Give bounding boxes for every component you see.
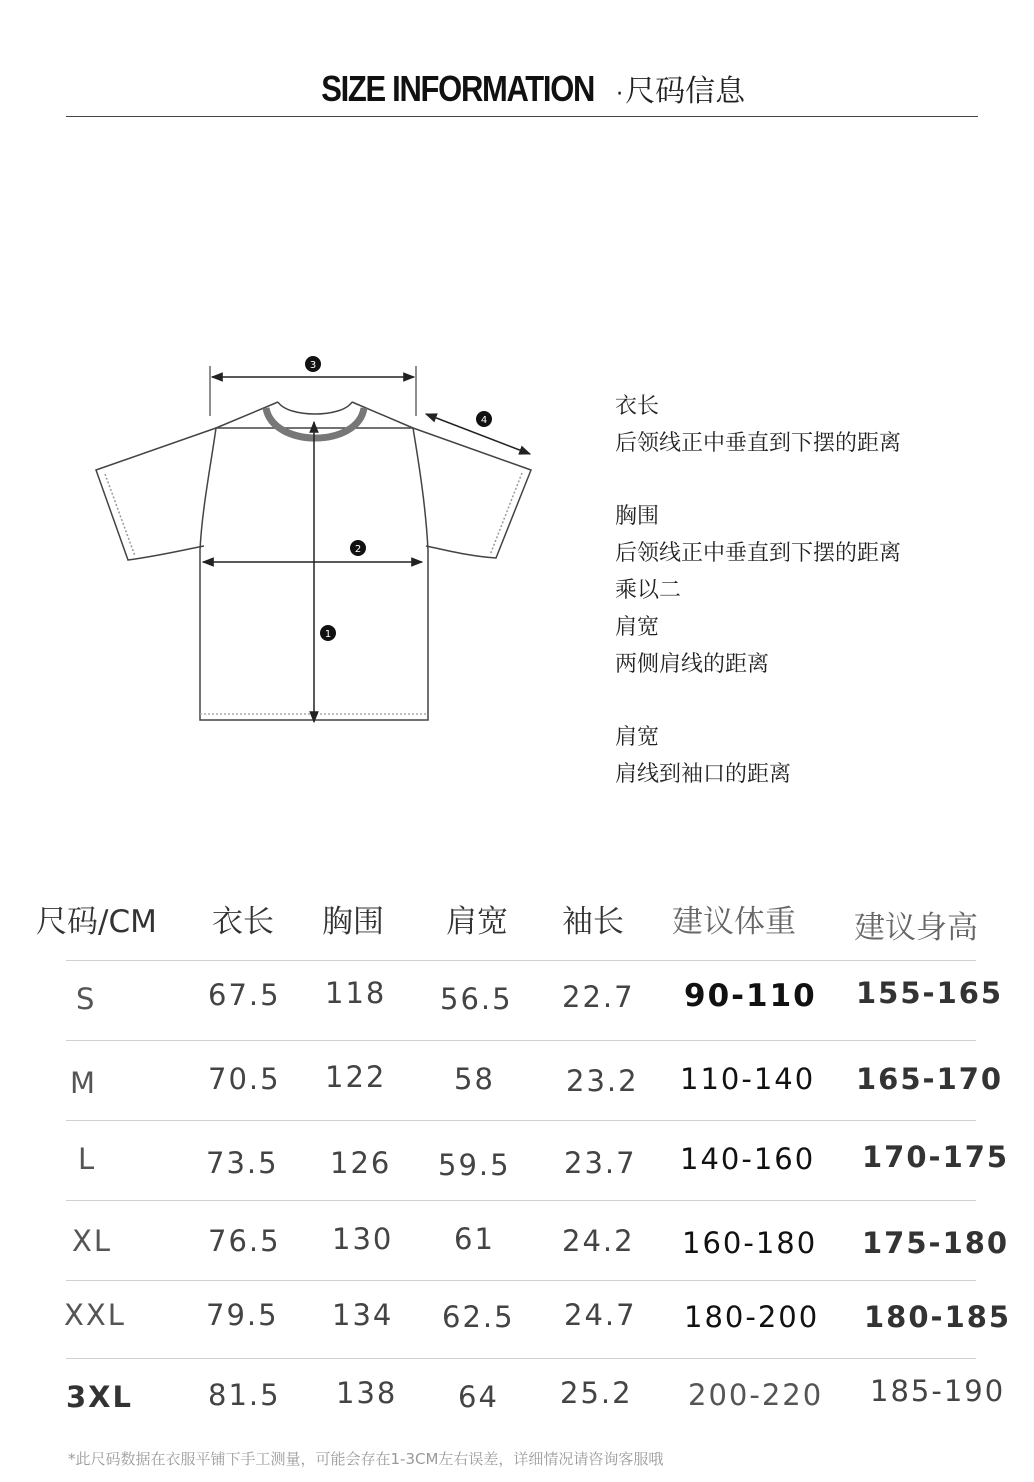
cell-weight: 90-110 — [684, 978, 817, 1014]
cell-weight: 110-140 — [680, 1062, 816, 1096]
table-row — [0, 1200, 1034, 1280]
cell-sleeve: 24.2 — [562, 1224, 635, 1258]
cell-sleeve: 23.7 — [564, 1146, 637, 1180]
header-length: 衣长 — [212, 904, 274, 940]
cell-sleeve: 24.7 — [564, 1298, 637, 1332]
table-row — [0, 1280, 1034, 1360]
desc-sleeve-title: 肩宽 — [615, 725, 660, 750]
cell-size: 3XL — [66, 1380, 134, 1414]
desc-shoulder-title: 肩宽 — [615, 615, 660, 640]
cell-length: 81.5 — [208, 1378, 281, 1412]
cell-size: XXL — [64, 1298, 126, 1332]
cell-chest: 122 — [325, 1060, 387, 1094]
header-height: 建议身高 — [854, 910, 978, 946]
cell-size: L — [78, 1142, 97, 1176]
cell-weight: 180-200 — [684, 1300, 820, 1334]
table-row — [0, 1358, 1034, 1438]
cell-chest: 134 — [332, 1298, 394, 1332]
cell-shoulder: 61 — [454, 1222, 495, 1256]
measurement-descriptions — [615, 388, 1015, 793]
desc-length-text: 后领线正中垂直到下摆的距离 — [615, 431, 902, 456]
cell-height: 180-185 — [864, 1300, 1012, 1334]
desc-chest-text: 后领线正中垂直到下摆的距离 — [615, 541, 902, 566]
cell-length: 67.5 — [208, 978, 281, 1012]
cell-size: XL — [72, 1224, 113, 1258]
table-row — [0, 1120, 1034, 1200]
table-row — [0, 960, 1034, 1040]
desc-shoulder-text: 两侧肩线的距离 — [615, 652, 770, 677]
header-size: 尺码/CM — [36, 904, 157, 940]
cell-height: 155-165 — [856, 976, 1004, 1010]
desc-length-title: 衣长 — [615, 394, 660, 419]
table-header — [0, 890, 1034, 950]
header-shoulder: 肩宽 — [446, 904, 508, 940]
header-chest: 胸围 — [322, 904, 384, 940]
footnote: *此尺码数据在衣服平铺下手工测量，可能会存在1-3CM左右误差，详细情况请咨询客服哦 — [68, 1450, 664, 1468]
table-row — [0, 1040, 1034, 1120]
cell-shoulder: 59.5 — [438, 1148, 511, 1182]
marker-3-label: 3 — [309, 360, 317, 371]
cell-height: 175-180 — [862, 1226, 1010, 1260]
cell-sleeve: 22.7 — [562, 980, 635, 1014]
cell-sleeve: 25.2 — [560, 1376, 633, 1410]
cell-shoulder: 62.5 — [442, 1300, 515, 1334]
title-separator: · — [616, 82, 624, 107]
cell-chest: 138 — [336, 1376, 398, 1410]
desc-chest-title: 胸围 — [615, 504, 660, 529]
cell-weight: 200-220 — [688, 1378, 824, 1412]
cell-shoulder: 58 — [454, 1062, 495, 1096]
cell-length: 70.5 — [208, 1062, 281, 1096]
desc-sleeve-text: 肩线到袖口的距离 — [615, 762, 792, 787]
page-title: SIZE INFORMATION — [321, 68, 594, 109]
cell-height: 185-190 — [870, 1374, 1006, 1408]
header-weight: 建议体重 — [672, 904, 796, 940]
desc-chest-text2: 乘以二 — [615, 578, 682, 603]
cell-size: M — [70, 1066, 98, 1100]
cell-shoulder: 56.5 — [440, 982, 513, 1016]
header-sleeve: 袖长 — [562, 904, 624, 940]
cell-chest: 130 — [332, 1222, 394, 1256]
cell-weight: 160-180 — [682, 1226, 818, 1260]
marker-2-label: 2 — [354, 544, 362, 555]
cell-length: 79.5 — [206, 1298, 279, 1332]
page-title-cn: 尺码信息 — [625, 74, 746, 109]
page-header — [66, 66, 978, 117]
cell-size: S — [76, 982, 97, 1016]
marker-4-label: 4 — [480, 415, 488, 426]
cell-height: 165-170 — [856, 1062, 1004, 1096]
cell-weight: 140-160 — [680, 1142, 816, 1176]
cell-length: 76.5 — [208, 1224, 281, 1258]
cell-chest: 126 — [330, 1146, 392, 1180]
cell-chest: 118 — [325, 976, 387, 1010]
cell-height: 170-175 — [862, 1140, 1010, 1174]
tshirt-measurement-diagram — [88, 350, 548, 750]
cell-sleeve: 23.2 — [566, 1064, 639, 1098]
cell-length: 73.5 — [206, 1146, 279, 1180]
cell-shoulder: 64 — [458, 1380, 499, 1414]
marker-1-label: 1 — [324, 629, 332, 640]
